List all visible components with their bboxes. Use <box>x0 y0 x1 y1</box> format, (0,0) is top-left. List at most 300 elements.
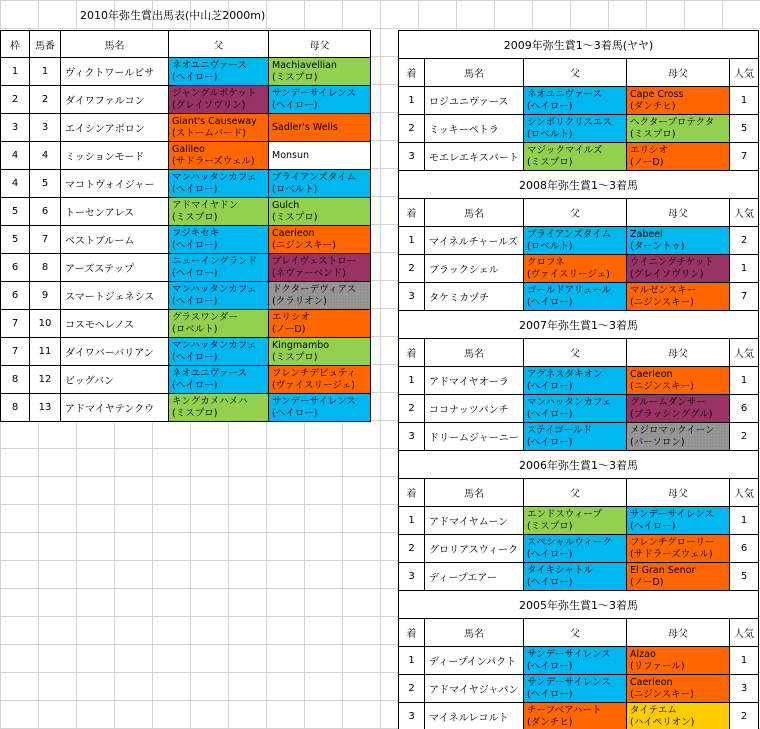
result-row[interactable] <box>399 535 759 563</box>
waku-number: 2 <box>1 86 30 114</box>
horse-name: マイネルチャールズ <box>425 227 524 255</box>
horse-name: ミッキーペトラ <box>425 115 524 143</box>
finish-rank: 2 <box>399 115 425 143</box>
dam-sire-lineage: (ターントゥ) <box>630 240 685 252</box>
entry-row[interactable] <box>1 114 371 142</box>
sire-lineage: (ミスプロ) <box>172 211 218 223</box>
finish-rank: 3 <box>399 423 425 451</box>
popularity: 5 <box>730 115 759 143</box>
section-header-row <box>399 199 759 227</box>
sire <box>524 283 627 311</box>
result-row[interactable] <box>399 87 759 115</box>
sire-name: ジャングルポケット <box>172 87 257 99</box>
entry-row[interactable] <box>1 198 371 226</box>
dam-sire <box>269 394 371 422</box>
sire-lineage: (ヘイロー) <box>172 183 218 195</box>
result-row[interactable] <box>399 115 759 143</box>
waku-number: 8 <box>1 366 30 394</box>
sire-lineage: (ヴァイスリージェ) <box>527 268 610 280</box>
popularity: 3 <box>730 675 759 703</box>
header-sire: 父 <box>524 339 627 367</box>
horse-number: 4 <box>30 142 61 170</box>
section-title: 2006年弥生賞1～3着馬 <box>399 451 759 479</box>
horse-name: マコトヴォイジャー <box>61 170 169 198</box>
section-header-row <box>399 479 759 507</box>
finish-rank: 1 <box>399 227 425 255</box>
popularity: 1 <box>730 367 759 395</box>
header-dam-sire: 母父 <box>627 339 730 367</box>
sire-lineage: (ヘイロー) <box>527 408 573 420</box>
dam-sire-lineage: (クラリオン) <box>272 295 327 307</box>
header-sire: 父 <box>524 619 627 647</box>
popularity: 5 <box>730 563 759 591</box>
horse-name: ディープエアー <box>425 563 524 591</box>
horse-name: ミッションモード <box>61 142 169 170</box>
finish-rank: 1 <box>399 87 425 115</box>
sire-lineage: (グレイソヴリン) <box>172 99 246 111</box>
section-title: 2005年弥生賞1～3着馬 <box>399 591 759 619</box>
dam-sire <box>269 114 371 142</box>
header-sire: 父 <box>524 479 627 507</box>
entry-row[interactable] <box>1 366 371 394</box>
sire-lineage: (ダンチヒ) <box>527 716 573 728</box>
horse-number: 1 <box>30 58 61 86</box>
waku-number: 4 <box>1 142 30 170</box>
entry-row[interactable] <box>1 142 371 170</box>
entry-row[interactable] <box>1 254 371 282</box>
sire <box>524 563 627 591</box>
horse-number: 7 <box>30 226 61 254</box>
sire-name: ネオユニヴァース <box>172 367 248 379</box>
sire-name: キングカメハメハ <box>172 395 248 407</box>
dam-sire <box>627 115 730 143</box>
dam-sire-name: エリシオ <box>630 144 669 156</box>
result-row[interactable] <box>399 703 759 729</box>
horse-name: ディープインパクト <box>425 647 524 675</box>
dam-sire-name: エリシオ <box>272 311 311 323</box>
result-row[interactable] <box>399 395 759 423</box>
sire <box>524 87 627 115</box>
horse-name: アドマイヤジャパン <box>425 675 524 703</box>
popularity: 2 <box>730 227 759 255</box>
sire <box>524 675 627 703</box>
dam-sire-lineage: (ダンチヒ) <box>630 100 676 112</box>
sire-lineage: (ヘイロー) <box>527 436 573 448</box>
result-row[interactable] <box>399 563 759 591</box>
dam-sire <box>627 507 730 535</box>
dam-sire-name: ブライアンズタイム <box>272 171 357 183</box>
dam-sire-lineage: (ノーD) <box>630 156 664 168</box>
sire-lineage: (ミスプロ) <box>527 156 573 168</box>
horse-number: 3 <box>30 114 61 142</box>
sire <box>169 86 269 114</box>
left-title: 2010年弥生賞出馬表(中山芝2000m) <box>80 9 266 22</box>
dam-sire <box>269 310 371 338</box>
sire-name: クロフネ <box>527 256 565 268</box>
sire-name: ネオユニヴァース <box>527 88 603 100</box>
finish-rank: 2 <box>399 255 425 283</box>
dam-sire <box>269 86 371 114</box>
header-horse-name: 馬名 <box>425 59 524 87</box>
popularity: 6 <box>730 535 759 563</box>
header-popularity: 人気 <box>730 479 759 507</box>
header-rank: 着 <box>399 479 425 507</box>
header-horse-name: 馬名 <box>425 479 524 507</box>
horse-number: 11 <box>30 338 61 366</box>
dam-sire <box>269 226 371 254</box>
header-waku: 枠 <box>1 31 30 58</box>
dam-sire-lineage: (ノーD) <box>630 576 664 588</box>
dam-sire-lineage: (ヘイロー) <box>630 520 676 532</box>
section-title: 2009年弥生賞1～3着馬(ヤヤ) <box>399 31 759 59</box>
result-row[interactable] <box>399 675 759 703</box>
sire <box>524 507 627 535</box>
sire-name: サンデーサイレンス <box>527 676 611 688</box>
sire-name: ネオユニヴァース <box>172 59 248 71</box>
dam-sire-lineage: (リファール) <box>630 660 685 672</box>
section-header-row <box>399 59 759 87</box>
sire-name: ニューイングランド <box>172 255 258 267</box>
dam-sire-lineage: (グレイソヴリン) <box>630 268 704 280</box>
dam-sire-lineage: (ネヴァーベンド) <box>272 267 346 279</box>
header-sire: 父 <box>524 199 627 227</box>
result-row[interactable] <box>399 283 759 311</box>
header-dam-sire: 母父 <box>627 619 730 647</box>
dam-sire-name: ヘクタープロテクタ <box>630 116 715 128</box>
horse-name: マイネルレコルト <box>425 703 524 729</box>
dam-sire <box>627 143 730 171</box>
entry-row[interactable] <box>1 170 371 198</box>
sire-name: マンハッタンカフェ <box>172 171 257 183</box>
horse-name: ビッグバン <box>61 366 169 394</box>
waku-number: 7 <box>1 338 30 366</box>
dam-sire-name: マルゼンスキー <box>630 284 697 296</box>
header-horse-name: 馬名 <box>425 619 524 647</box>
section-title: 2007年弥生賞1～3着馬 <box>399 311 759 339</box>
sire <box>524 367 627 395</box>
sire-lineage: (ストームバード) <box>172 127 246 139</box>
popularity: 6 <box>730 395 759 423</box>
header-rank: 着 <box>399 199 425 227</box>
horse-name: コスモヘレノス <box>61 310 169 338</box>
entry-row[interactable] <box>1 226 371 254</box>
sire-name: ブライアンズタイム <box>527 228 612 240</box>
sire <box>169 310 269 338</box>
sire-name: サンデーサイレンス <box>527 648 611 660</box>
sire <box>524 395 627 423</box>
sire-lineage: (ヘイロー) <box>172 239 218 251</box>
waku-number: 6 <box>1 282 30 310</box>
finish-rank: 1 <box>399 647 425 675</box>
sire-lineage: (ミスプロ) <box>527 520 573 532</box>
sire-name: Galileo <box>172 143 205 155</box>
sire-lineage: (ヘイロー) <box>527 380 573 392</box>
header-popularity: 人気 <box>730 59 759 87</box>
sire <box>169 366 269 394</box>
sire-lineage: (ヘイロー) <box>172 351 218 363</box>
header-dam-sire: 母父 <box>627 199 730 227</box>
finish-rank: 3 <box>399 143 425 171</box>
finish-rank: 3 <box>399 283 425 311</box>
header-dam-sire: 母父 <box>627 479 730 507</box>
popularity: 7 <box>730 283 759 311</box>
popularity: 2 <box>730 703 759 729</box>
header-dam-sire: 母父 <box>269 31 371 58</box>
sire-name: アドマイヤドン <box>172 199 239 211</box>
sire-lineage: (サドラーズウェル) <box>172 155 255 167</box>
entry-row[interactable] <box>1 338 371 366</box>
horse-name: ベストブルーム <box>61 226 169 254</box>
finish-rank: 1 <box>399 507 425 535</box>
sire-lineage: (ヘイロー) <box>527 100 573 112</box>
finish-rank: 2 <box>399 535 425 563</box>
sire-name: エンドスウィープ <box>527 508 602 520</box>
horse-name: エイシンアポロン <box>61 114 169 142</box>
dam-sire <box>269 198 371 226</box>
dam-sire <box>627 675 730 703</box>
dam-sire-name: Machiavellian <box>272 59 337 71</box>
sire-name: マンハッタンカフェ <box>527 396 612 408</box>
finish-rank: 1 <box>399 367 425 395</box>
dam-sire <box>627 367 730 395</box>
sire <box>169 58 269 86</box>
entry-row[interactable] <box>1 310 371 338</box>
result-row[interactable] <box>399 367 759 395</box>
dam-sire <box>627 87 730 115</box>
result-row[interactable] <box>399 227 759 255</box>
header-horse-name: 馬名 <box>61 31 169 58</box>
sire-name: スペシャルウィーク <box>527 536 612 548</box>
dam-sire-name: Caerleon <box>630 368 673 380</box>
result-row[interactable] <box>399 507 759 535</box>
dam-sire-name: Zabeel <box>630 228 663 240</box>
result-row[interactable] <box>399 255 759 283</box>
popularity: 7 <box>730 143 759 171</box>
entry-row[interactable] <box>1 58 371 86</box>
horse-number: 13 <box>30 394 61 422</box>
sire-lineage: (ヘイロー) <box>172 379 218 391</box>
waku-number: 6 <box>1 254 30 282</box>
dam-sire-lineage: (パーソロン) <box>630 436 685 448</box>
header-popularity: 人気 <box>730 619 759 647</box>
dam-sire <box>627 283 730 311</box>
header-popularity: 人気 <box>730 339 759 367</box>
dam-sire-lineage: (ニジンスキー) <box>630 296 694 308</box>
waku-number: 4 <box>1 170 30 198</box>
popularity: 1 <box>730 87 759 115</box>
dam-sire <box>627 423 730 451</box>
sire-name: アグネスタキオン <box>527 368 603 380</box>
horse-name: グロリアスウィーク <box>425 535 524 563</box>
dam-sire-name: タイテエム <box>630 704 677 716</box>
horse-name: アドマイヤムーン <box>425 507 524 535</box>
dam-sire <box>627 535 730 563</box>
entry-row[interactable] <box>1 282 371 310</box>
waku-number: 1 <box>1 58 30 86</box>
dam-sire <box>627 563 730 591</box>
sire <box>169 254 269 282</box>
sire-lineage: (ヘイロー) <box>527 296 573 308</box>
dam-sire-name: フレンチデピュティ <box>272 367 357 379</box>
sire-name: マジックマイルズ <box>527 144 603 156</box>
header-umaban: 馬番 <box>30 31 61 58</box>
result-row[interactable] <box>399 143 759 171</box>
section-title-row <box>399 451 759 479</box>
dam-sire-name: サンデーサイレンス <box>272 395 356 407</box>
section-title: 2008年弥生賞1～3着馬 <box>399 171 759 199</box>
waku-number: 7 <box>1 310 30 338</box>
entry-row[interactable] <box>1 86 371 114</box>
dam-sire-name: Sadler's Wells <box>272 121 338 133</box>
dam-sire-lineage: (ミスプロ) <box>272 71 318 83</box>
dam-sire-name: Cape Cross <box>630 88 684 100</box>
sire-name: マンハッタンカフェ <box>172 339 257 351</box>
dam-sire-lineage: (ニジンスキー) <box>630 380 694 392</box>
horse-number: 12 <box>30 366 61 394</box>
horse-name: ドリームジャーニー <box>425 423 524 451</box>
sire <box>169 170 269 198</box>
sire-lineage: (ヘイロー) <box>527 576 573 588</box>
section-title-row <box>399 311 759 339</box>
sire-lineage: (ヘイロー) <box>527 688 573 700</box>
sire-lineage: (ロベルト) <box>172 323 218 335</box>
dam-sire <box>269 282 371 310</box>
dam-sire-name: Kingmambo <box>272 339 330 351</box>
dam-sire <box>269 254 371 282</box>
result-row[interactable] <box>399 647 759 675</box>
dam-sire-name: グルームダンサー <box>630 396 706 408</box>
sire-lineage: (ヘイロー) <box>172 295 218 307</box>
dam-sire-lineage: (ミスプロ) <box>272 211 318 223</box>
sire <box>169 142 269 170</box>
dam-sire <box>269 142 371 170</box>
dam-sire <box>269 366 371 394</box>
horse-number: 10 <box>30 310 61 338</box>
sire <box>524 115 627 143</box>
header-sire: 父 <box>169 31 269 58</box>
dam-sire <box>627 703 730 729</box>
header-popularity: 人気 <box>730 199 759 227</box>
section-title-row <box>399 171 759 199</box>
dam-sire-name: Gulch <box>272 199 300 211</box>
dam-sire <box>627 395 730 423</box>
sire <box>524 227 627 255</box>
sire-name: シンボリクリスエス <box>527 116 612 128</box>
dam-sire-lineage: (ブラッシンググル) <box>630 408 713 420</box>
finish-rank: 2 <box>399 675 425 703</box>
section-header-row <box>399 619 759 647</box>
dam-sire-name: El Gran Senor <box>630 564 696 576</box>
sire-lineage: (ヘイロー) <box>172 71 218 83</box>
dam-sire-lineage: (ロベルト) <box>272 183 318 195</box>
sire <box>169 338 269 366</box>
finish-rank: 3 <box>399 703 425 729</box>
finish-rank: 2 <box>399 395 425 423</box>
dam-sire-lineage: (ハイペリオン) <box>630 716 695 728</box>
horse-number: 6 <box>30 198 61 226</box>
dam-sire <box>627 647 730 675</box>
sire <box>524 255 627 283</box>
horse-name: トーセンアレス <box>61 198 169 226</box>
dam-sire <box>269 170 371 198</box>
sire-name: フジキセキ <box>172 227 220 239</box>
horse-name: アドマイヤテンクウ <box>61 394 169 422</box>
sire-lineage: (ミスプロ) <box>172 407 218 419</box>
dam-sire-name: Monsun <box>272 149 310 161</box>
sire <box>169 114 269 142</box>
dam-sire-lineage: (ヘイロー) <box>272 407 318 419</box>
result-row[interactable] <box>399 423 759 451</box>
dam-sire-name: ウイニングチケット <box>630 256 714 268</box>
popularity: 2 <box>730 423 759 451</box>
dam-sire-lineage: (サドラーズウェル) <box>630 548 713 560</box>
waku-number: 3 <box>1 114 30 142</box>
sire <box>169 198 269 226</box>
sire-lineage: (ロベルト) <box>527 128 573 140</box>
horse-name: タケミカヅチ <box>425 283 524 311</box>
sire <box>524 143 627 171</box>
sire <box>169 394 269 422</box>
section-header-row <box>399 339 759 367</box>
dam-sire-lineage: (ミスプロ) <box>630 128 676 140</box>
horse-number: 9 <box>30 282 61 310</box>
dam-sire-lineage: (ニジンスキー) <box>272 239 336 251</box>
header-dam-sire: 母父 <box>627 59 730 87</box>
waku-number: 8 <box>1 394 30 422</box>
dam-sire <box>627 255 730 283</box>
horse-name: ブラックシェル <box>425 255 524 283</box>
popularity: 1 <box>730 255 759 283</box>
dam-sire-name: Caerleon <box>272 227 315 239</box>
header-rank: 着 <box>399 59 425 87</box>
dam-sire-lineage: (ミスプロ) <box>272 351 318 363</box>
entry-row[interactable] <box>1 394 371 422</box>
dam-sire-name: サンデーサイレンス <box>630 508 714 520</box>
sire-lineage: (ロベルト) <box>527 240 573 252</box>
waku-number: 5 <box>1 198 30 226</box>
sire <box>524 703 627 729</box>
dam-sire-name: メジロマックイーン <box>630 424 715 436</box>
section-title-row <box>399 591 759 619</box>
dam-sire <box>627 227 730 255</box>
horse-name: モエレエキスパート <box>425 143 524 171</box>
horse-number: 8 <box>30 254 61 282</box>
sire-name: ステイゴールド <box>527 424 593 436</box>
dam-sire-name: Caerleon <box>630 676 673 688</box>
dam-sire-name: ブレイヴェストロー <box>272 255 357 267</box>
sire-lineage: (ヘイロー) <box>172 267 218 279</box>
dam-sire <box>269 338 371 366</box>
horse-number: 5 <box>30 170 61 198</box>
sire-lineage: (ヘイロー) <box>527 548 573 560</box>
dam-sire <box>269 58 371 86</box>
popularity: 1 <box>730 507 759 535</box>
dam-sire-name: ドクターデヴィアス <box>272 283 357 295</box>
sire <box>524 647 627 675</box>
popularity: 1 <box>730 647 759 675</box>
horse-name: アーズステップ <box>61 254 169 282</box>
dam-sire-lineage: (ヴァイスリージェ) <box>272 379 355 391</box>
dam-sire-name: フレンチグローリー <box>630 536 715 548</box>
dam-sire-name: Alzao <box>630 648 656 660</box>
header-sire: 父 <box>524 59 627 87</box>
header-horse-name: 馬名 <box>425 339 524 367</box>
sire <box>169 226 269 254</box>
sire-name: Giant's Causeway <box>172 115 257 127</box>
horse-name: ココナッツパンチ <box>425 395 524 423</box>
horse-name: ダイワバーバリアン <box>61 338 169 366</box>
sire-name: マンハッタンカフェ <box>172 283 257 295</box>
